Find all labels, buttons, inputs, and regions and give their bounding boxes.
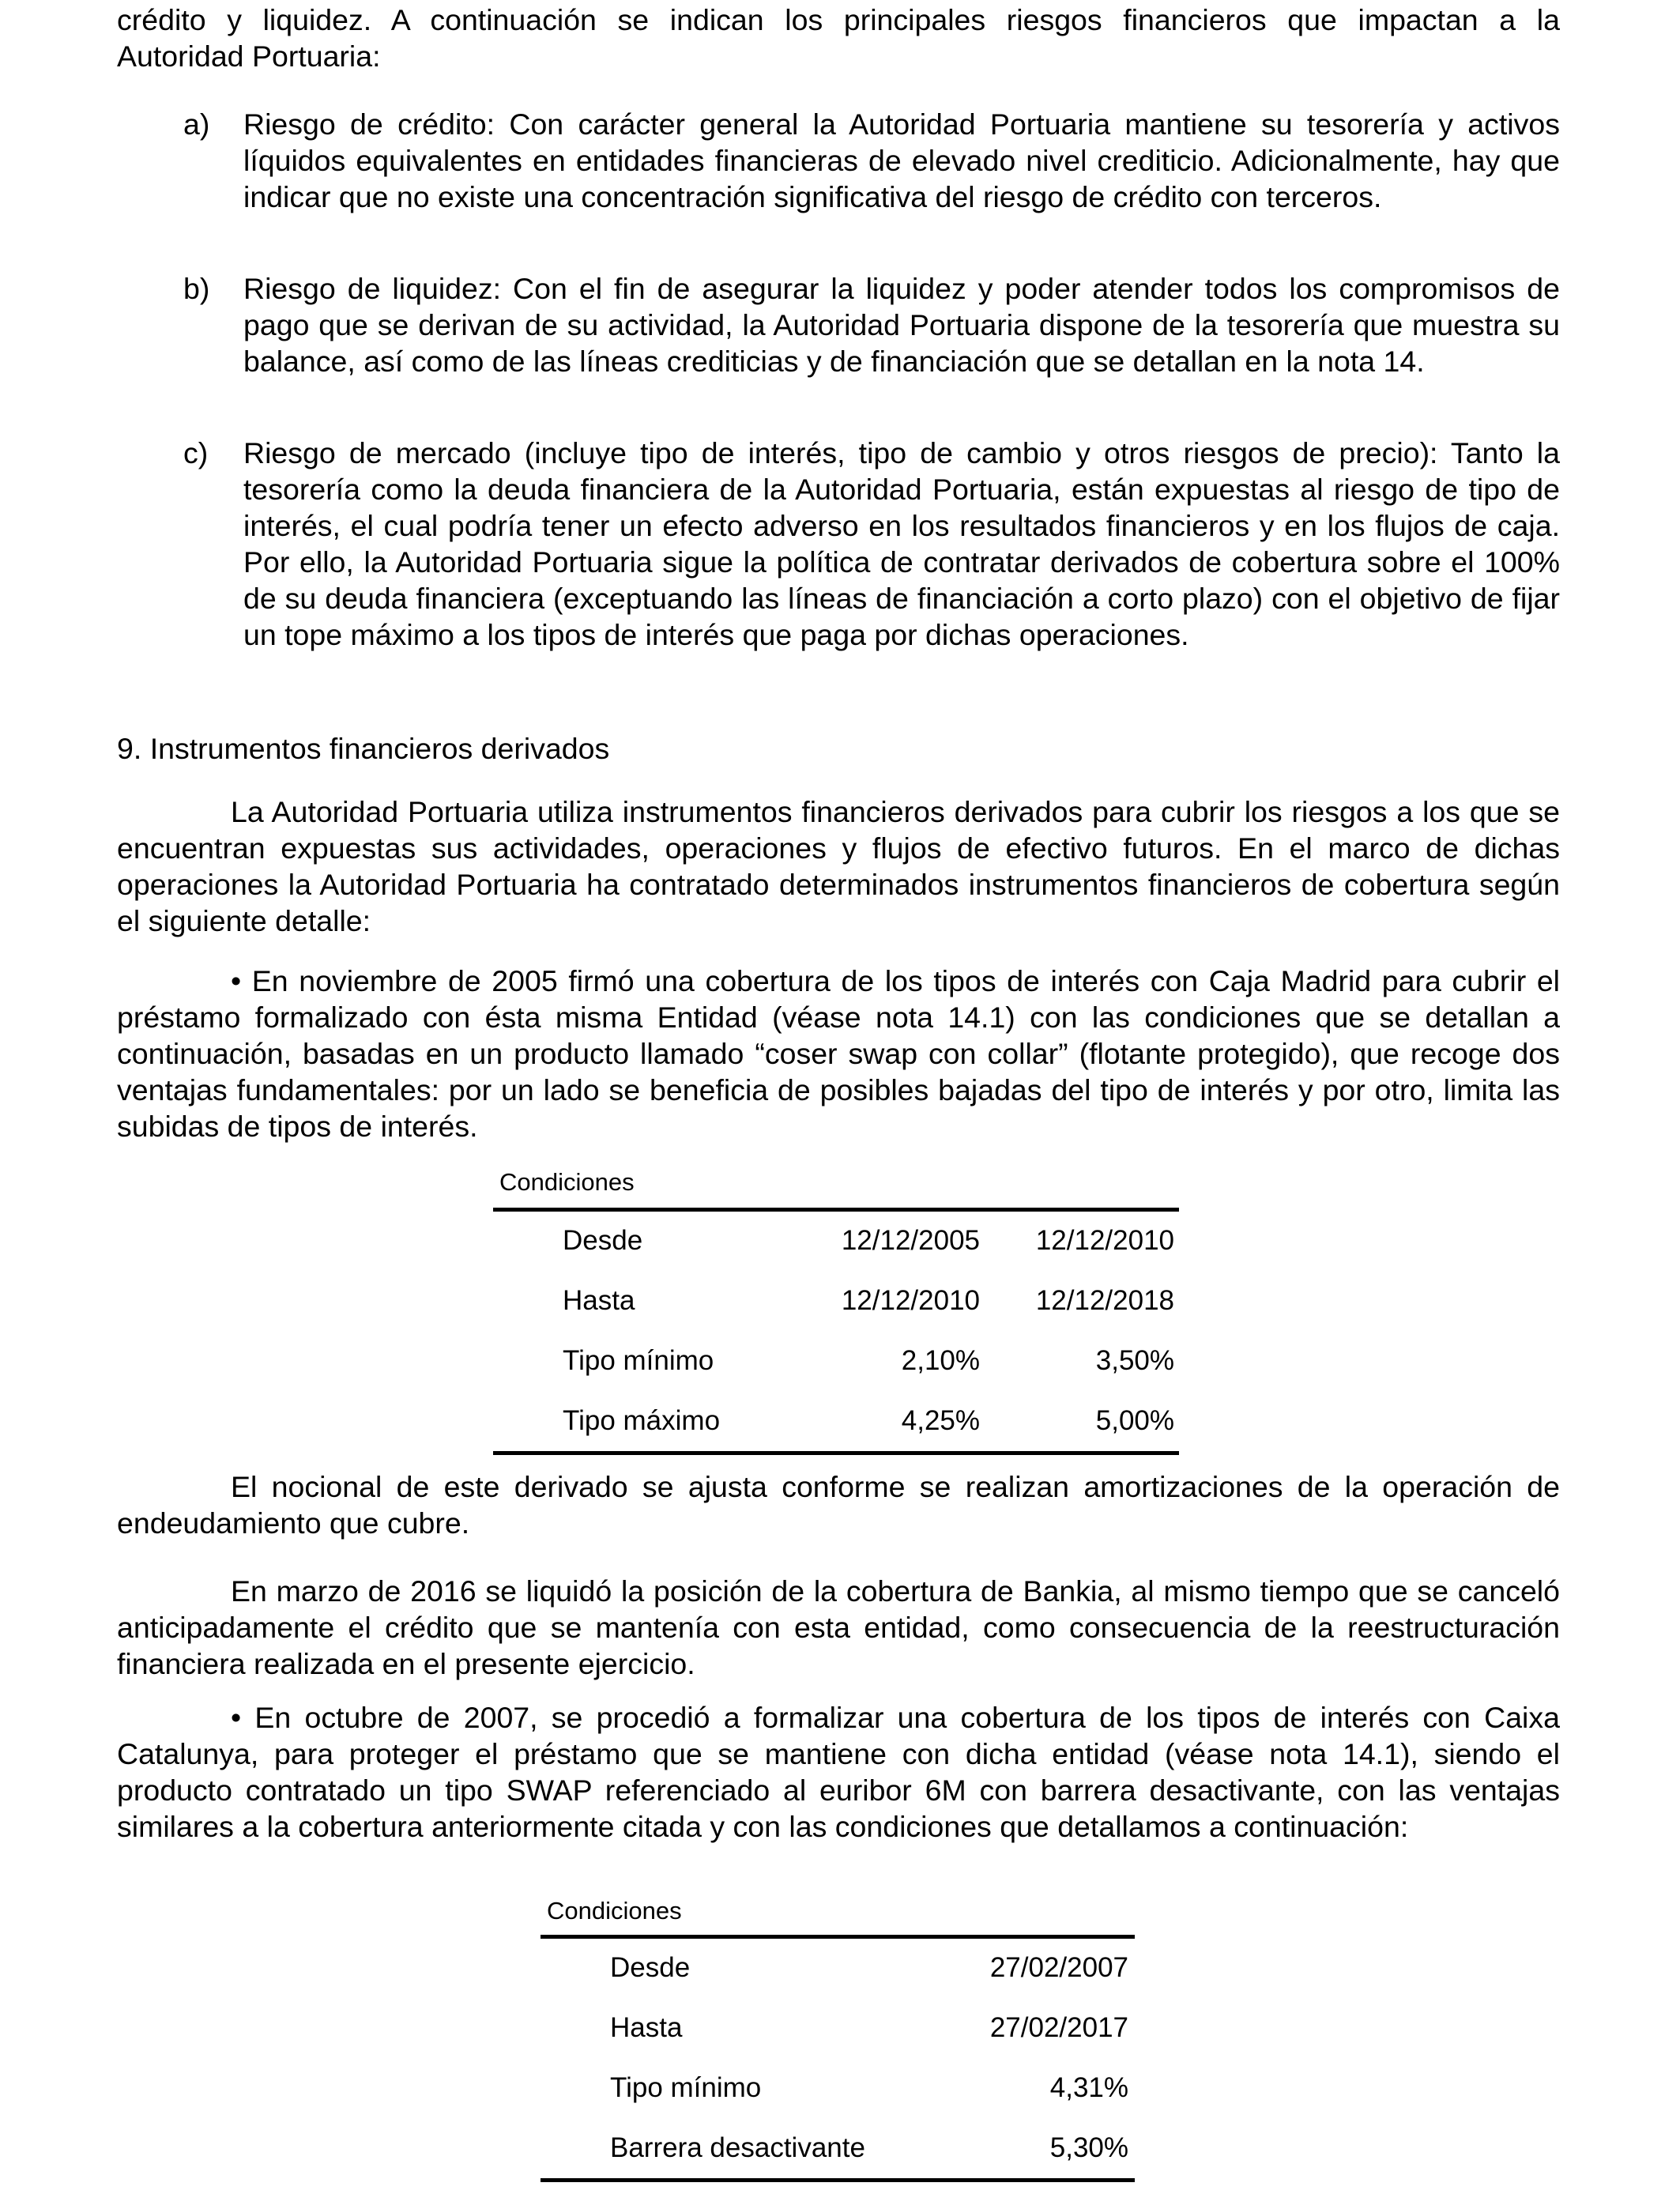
cell-value: 5,30% xyxy=(1049,2132,1128,2163)
table1-bottom-rule xyxy=(493,1451,1179,1455)
table-row xyxy=(610,1998,1128,2058)
bullet-paragraph-caixa xyxy=(117,1699,1560,1845)
row-label: Barrera desactivante xyxy=(610,2132,865,2163)
cell-value: 4,31% xyxy=(1049,2072,1128,2103)
cell-value: 12/12/2005 xyxy=(841,1225,980,1256)
cell-value: 4,25% xyxy=(901,1405,980,1436)
bullet-text: En octubre de 2007, se procedió a formalizar una cobertura de los tipos de interés con Caixa Catalunya, para proteger el préstamo que se mantiene con dicha entidad (véase nota 14.1), siendo el producto contratado un tipo SWAP referenciado al euribor 6M con barrera desactivante, con las ventajas similares a la cobertura anteriormente citada y con las condiciones que detallamos a continuación: xyxy=(117,1701,1560,1843)
cell-value: 3,50% xyxy=(1095,1345,1174,1376)
row-label: Hasta xyxy=(610,2012,683,2043)
row-label: Tipo mínimo xyxy=(610,2072,762,2103)
risk-text: Riesgo de liquidez: Con el fin de asegurar la liquidez y poder atender todos los compromisos de pago que se derivan de su actividad, la Autoridad Portuaria dispone de la tesorería que muestra su balance, así como de las líneas crediticias y de financiación que se detallan en la nota 14. xyxy=(243,272,1560,378)
table1-caption: Condiciones xyxy=(499,1168,635,1196)
cell-value: 5,00% xyxy=(1095,1405,1174,1436)
bullet-icon: • xyxy=(231,964,242,997)
table2-caption: Condiciones xyxy=(547,1897,682,1924)
table-row xyxy=(563,1331,1174,1391)
table-row xyxy=(610,2058,1128,2118)
list-marker: c) xyxy=(183,436,209,469)
bullet-text: En noviembre de 2005 firmó una cobertura de los tipos de interés con Caja Madrid para cubrir el préstamo formalizado con ésta misma Entidad (véase nota 14.1) con las condiciones que se detallan a continuación, basadas en un producto llamado “coser swap con collar” (flotante protegido), que recoge dos ventajas fundamentales: por un lado se beneficia de posibles bajadas del tipo de interés y por otro, limita las subidas de tipos de interés. xyxy=(117,964,1561,1143)
table-row xyxy=(563,1391,1174,1451)
bullet-paragraph-caja-madrid xyxy=(117,963,1560,1144)
notional-paragraph: El nocional de este derivado se ajusta conforme se realizan amortizaciones de la operación de endeudamiento que cubre. xyxy=(117,1470,1560,1540)
bullet-icon: • xyxy=(231,1701,242,1734)
cell-value: 12/12/2010 xyxy=(841,1285,980,1316)
derivatives-intro-paragraph: La Autoridad Portuaria utiliza instrumentos financieros derivados para cubrir los riesgos a los que se encuentran expuestas sus actividades, operaciones y flujos de efectivo futuros. En el marco de dichas operaciones la Autoridad Portuaria ha contratado determinados instrumentos financieros de cobertura según el siguiente detalle: xyxy=(117,795,1560,937)
row-label: Tipo máximo xyxy=(563,1405,721,1436)
list-marker: b) xyxy=(183,272,210,305)
table2-conditions xyxy=(610,1938,1128,2178)
cell-value: 12/12/2018 xyxy=(1035,1285,1174,1316)
table1-conditions xyxy=(563,1211,1174,1451)
row-label: Tipo mínimo xyxy=(563,1345,714,1376)
risk-text: Riesgo de mercado (incluye tipo de interés, tipo de cambio y otros riesgos de precio): Tanto la tesorería como la deuda financiera de la Autoridad Portuaria, están expuestas al riesgo de tipo de interés, el cual podría tener un efecto adverso en los resultados financieros y en los flujos de caja. Por ello, la Autoridad Portuaria sigue la política de contratar derivados de cobertura sobre el 100% de su deuda financiera (exceptuando las líneas de financiación a corto plazo) con el objetivo de fijar un tope máximo a los tipos de interés que paga por dichas operaciones. xyxy=(243,436,1560,651)
table-row xyxy=(563,1211,1174,1271)
cell-value: 27/02/2017 xyxy=(989,2012,1128,2043)
cell-value: 12/12/2010 xyxy=(1035,1225,1174,1256)
cell-value: 27/02/2007 xyxy=(989,1952,1128,1983)
row-label: Desde xyxy=(610,1952,691,1983)
row-label: Hasta xyxy=(563,1285,635,1316)
list-marker: a) xyxy=(183,107,210,141)
cell-value: 2,10% xyxy=(901,1345,980,1376)
intro-line-2: Autoridad Portuaria: xyxy=(117,40,381,73)
row-label: Desde xyxy=(563,1225,643,1256)
intro-line-1: crédito y liquidez. A continuación se indican los principales riesgos financieros que impactan a la xyxy=(117,3,1560,36)
table-row xyxy=(610,2118,1128,2178)
table2-bottom-rule xyxy=(541,2178,1135,2182)
risk-text: Riesgo de crédito: Con carácter general la Autoridad Portuaria mantiene su tesorería y activos líquidos equivalentes en entidades financieras de elevado nivel crediticio. Adicionalmente, hay que indicar que no existe una concentración significativa del riesgo de crédito con terceros. xyxy=(243,107,1560,213)
bankia-paragraph: En marzo de 2016 se liquidó la posición de la cobertura de Bankia, al mismo tiempo que se canceló anticipadamente el crédito que se mantenía con esta entidad, como consecuencia de la reestructuración financiera realizada en el presente ejercicio. xyxy=(117,1574,1560,1680)
table-row xyxy=(563,1271,1174,1331)
table-row xyxy=(610,1938,1128,1998)
section-heading: 9. Instrumentos financieros derivados xyxy=(117,732,610,765)
